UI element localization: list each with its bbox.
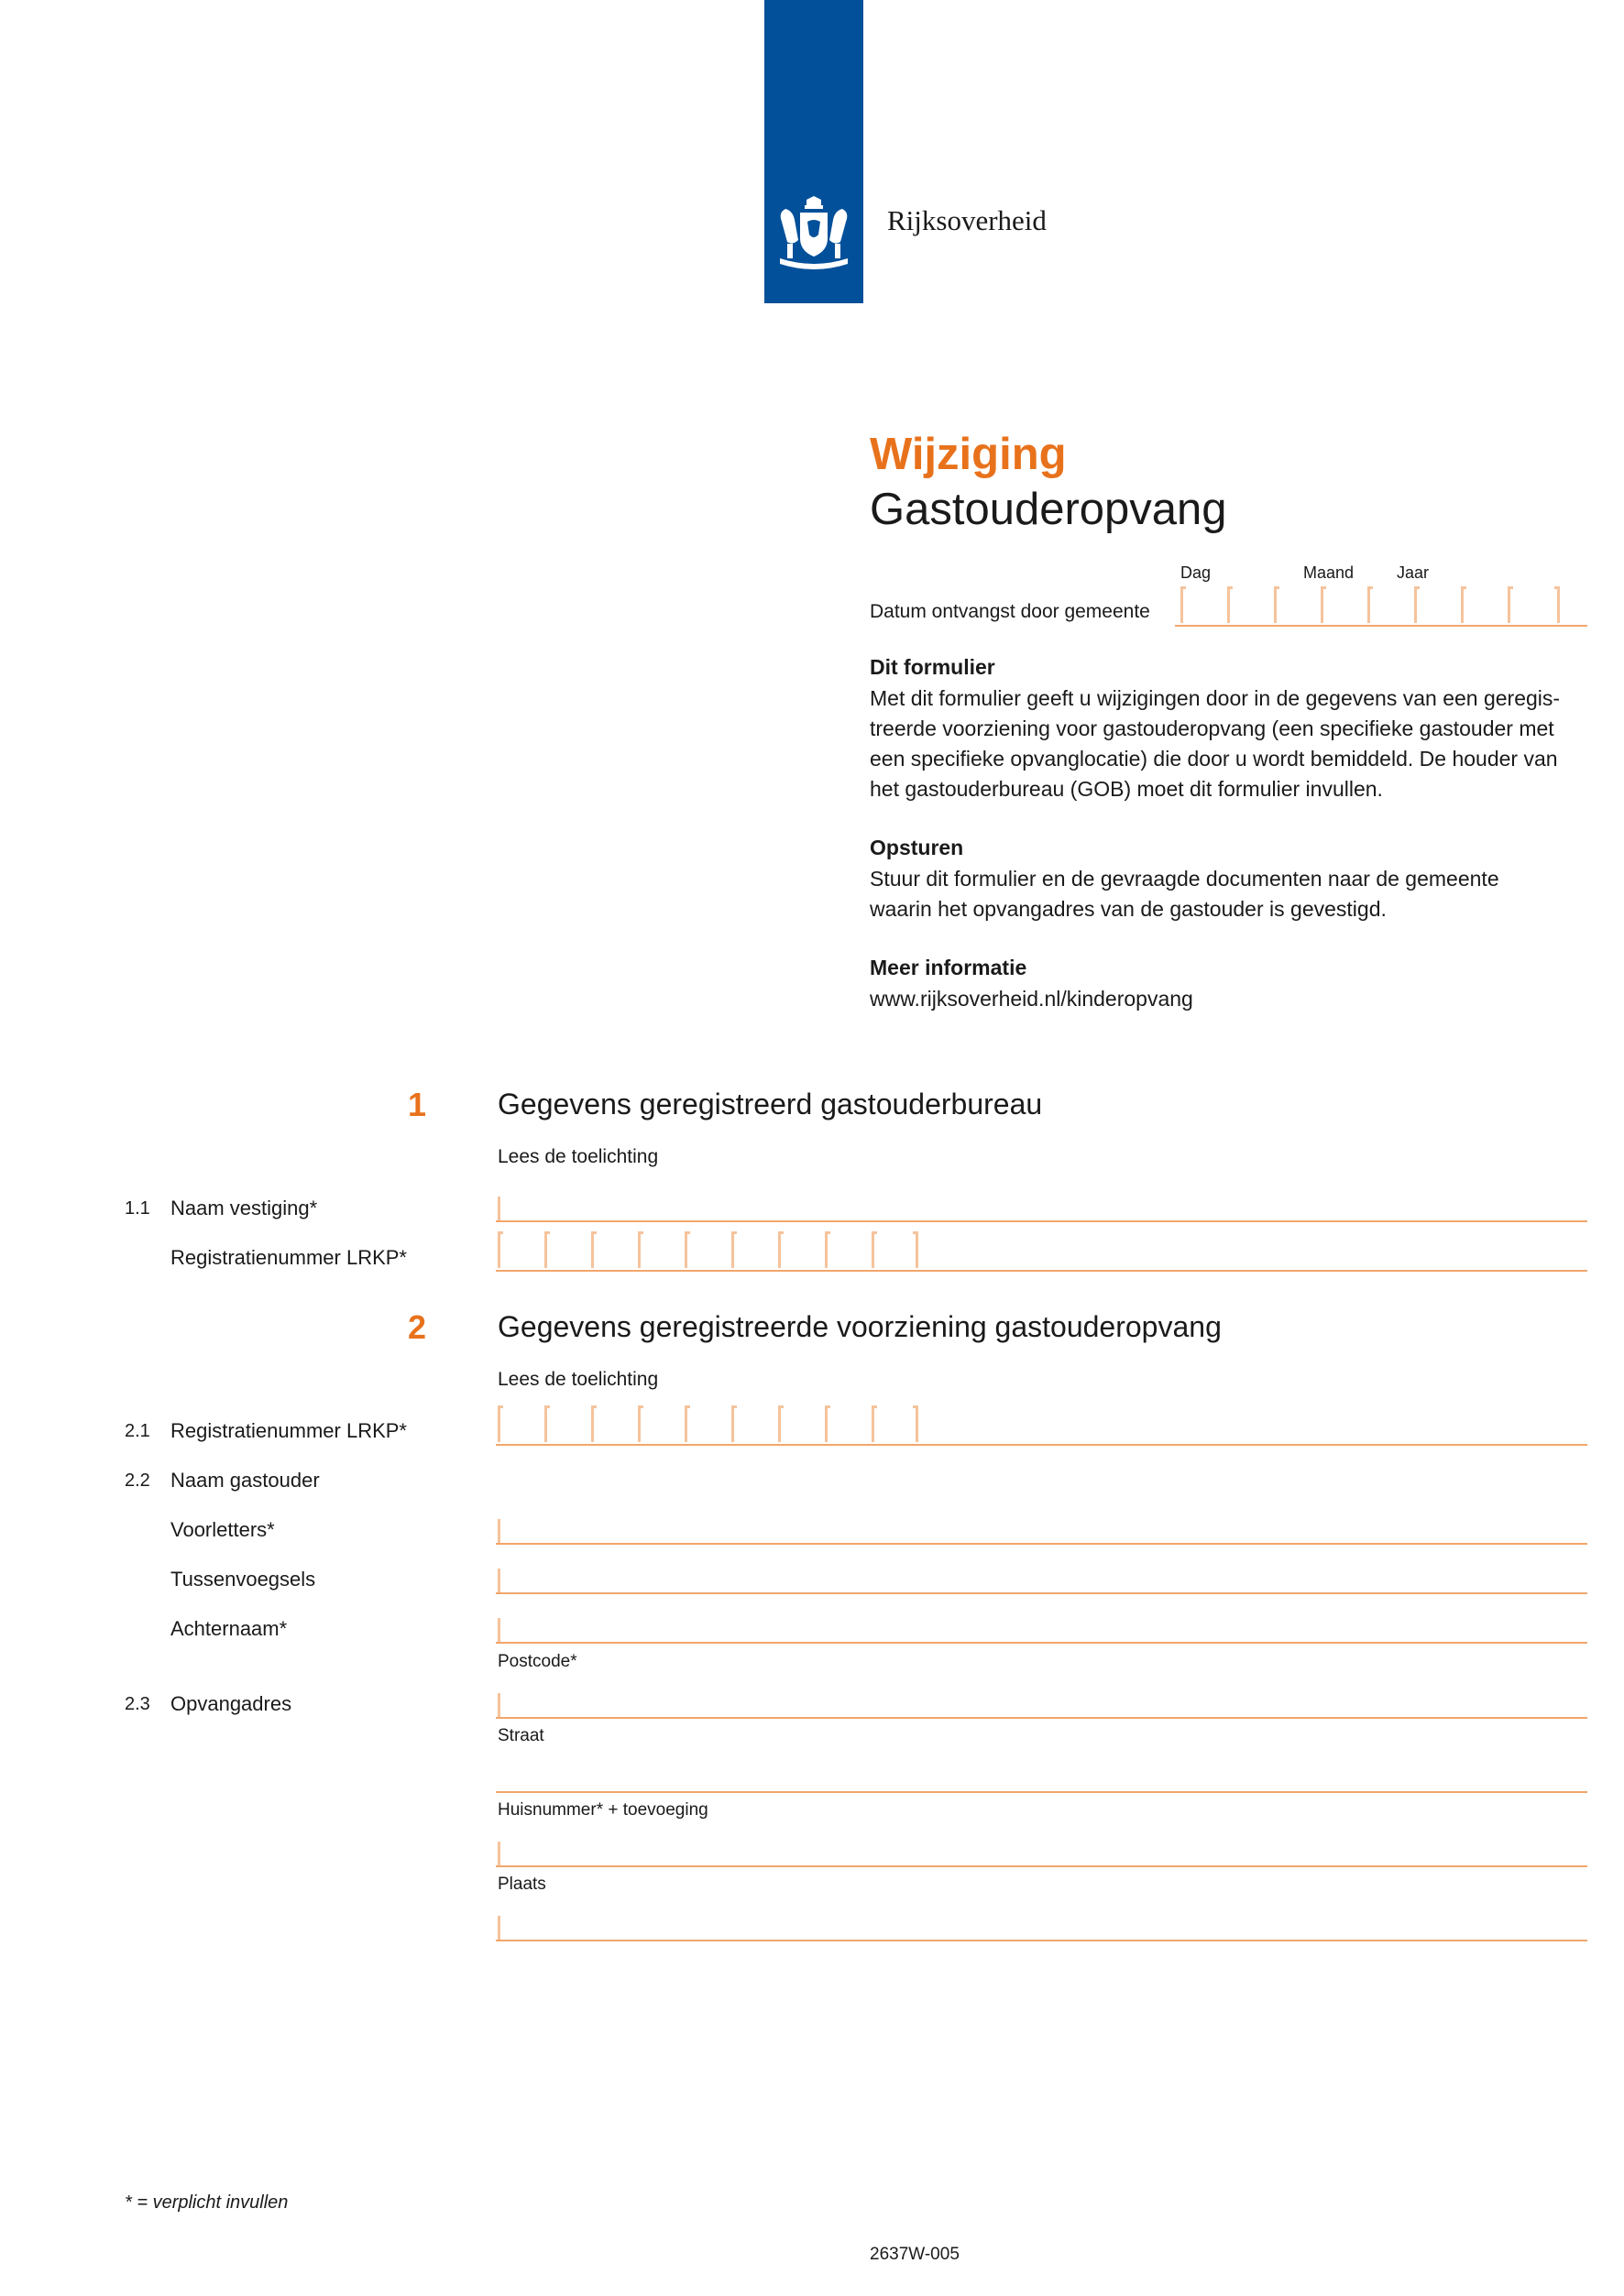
row-2-1-number: 2.1 [125, 1421, 150, 1441]
row-1-1-label: Naam vestiging* [170, 1197, 318, 1219]
info-link-more[interactable]: www.rijksoverheid.nl/kinderopvang [870, 987, 1193, 1011]
huisnummer-field[interactable] [496, 1840, 1587, 1869]
straat-field[interactable] [496, 1766, 1587, 1795]
voorletters-field[interactable] [496, 1517, 1587, 1547]
row-1-lrkp-label: Registratienummer LRKP* [170, 1246, 407, 1269]
info-heading-form: Dit formulier [870, 655, 995, 679]
achternaam-label: Achternaam* [170, 1617, 288, 1640]
info-text-send: Stuur dit formulier en de gevraagde documenten naar de gemeente waarin het opvangadres van de gastouder is gevestigd. [870, 867, 1499, 921]
huisnummer-label: Huisnummer* + toevoeging [498, 1800, 708, 1820]
date-year-label: Jaar [1397, 563, 1430, 582]
tussenvoegsels-label: Tussenvoegsels [170, 1568, 316, 1591]
voorletters-label: Voorletters* [170, 1518, 275, 1541]
lrkp-number-field-1[interactable] [496, 1231, 1587, 1274]
row-2-2-number: 2.2 [125, 1471, 150, 1491]
plaats-label: Plaats [498, 1875, 546, 1894]
section-2-number: 2 [407, 1308, 426, 1346]
section-2-title: Gegevens geregistreerde voorziening gastouderopvang [498, 1310, 1222, 1343]
section-1-help-link[interactable]: Lees de toelichting [498, 1146, 659, 1167]
date-day-label: Dag [1180, 563, 1212, 582]
date-received-field[interactable] [1175, 586, 1587, 629]
form-title: Wijziging [870, 430, 1067, 479]
postcode-label: Postcode* [498, 1652, 577, 1671]
required-footnote: * = verplicht invullen [125, 2192, 289, 2213]
logo-text: Rijksoverheid [887, 204, 1047, 236]
tussenvoegsels-field[interactable] [496, 1567, 1587, 1596]
row-2-1-label: Registratienummer LRKP* [170, 1419, 407, 1442]
row-1-1-number: 1.1 [125, 1198, 150, 1219]
lrkp-number-field-2[interactable] [496, 1405, 1587, 1448]
date-received-label: Datum ontvangst door gemeente [870, 601, 1150, 622]
section-2-help-link[interactable]: Lees de toelichting [498, 1369, 659, 1390]
form-subtitle: Gastouderopvang [870, 485, 1227, 534]
info-heading-send: Opsturen [870, 836, 964, 859]
form-code: 2637W-005 [870, 2245, 960, 2264]
section-1-title: Gegevens geregistreerd gastouderbureau [498, 1088, 1043, 1121]
straat-label: Straat [498, 1726, 544, 1745]
info-heading-more: Meer informatie [870, 956, 1027, 979]
plaats-field[interactable] [496, 1914, 1587, 1943]
coat-of-arms-icon [774, 194, 853, 277]
section-1-number: 1 [407, 1086, 426, 1123]
postcode-field[interactable] [496, 1691, 1587, 1721]
info-text-form: Met dit formulier geeft u wijzigingen door in de gegevens van een geregis- treerde voorziening voor gastouderopvang (een specifieke gastouder met een specifieke opvanglocatie) die door u wordt bemiddeld. De houder van het gastouderbureau (GOB) moet dit formulier invullen. [870, 686, 1561, 801]
achternaam-field[interactable] [496, 1616, 1587, 1645]
row-2-3-label: Opvangadres [170, 1692, 292, 1715]
naam-vestiging-field[interactable] [496, 1195, 1587, 1224]
row-2-2-label: Naam gastouder [170, 1469, 320, 1492]
date-month-label: Maand [1303, 563, 1355, 582]
row-2-3-number: 2.3 [125, 1694, 150, 1714]
